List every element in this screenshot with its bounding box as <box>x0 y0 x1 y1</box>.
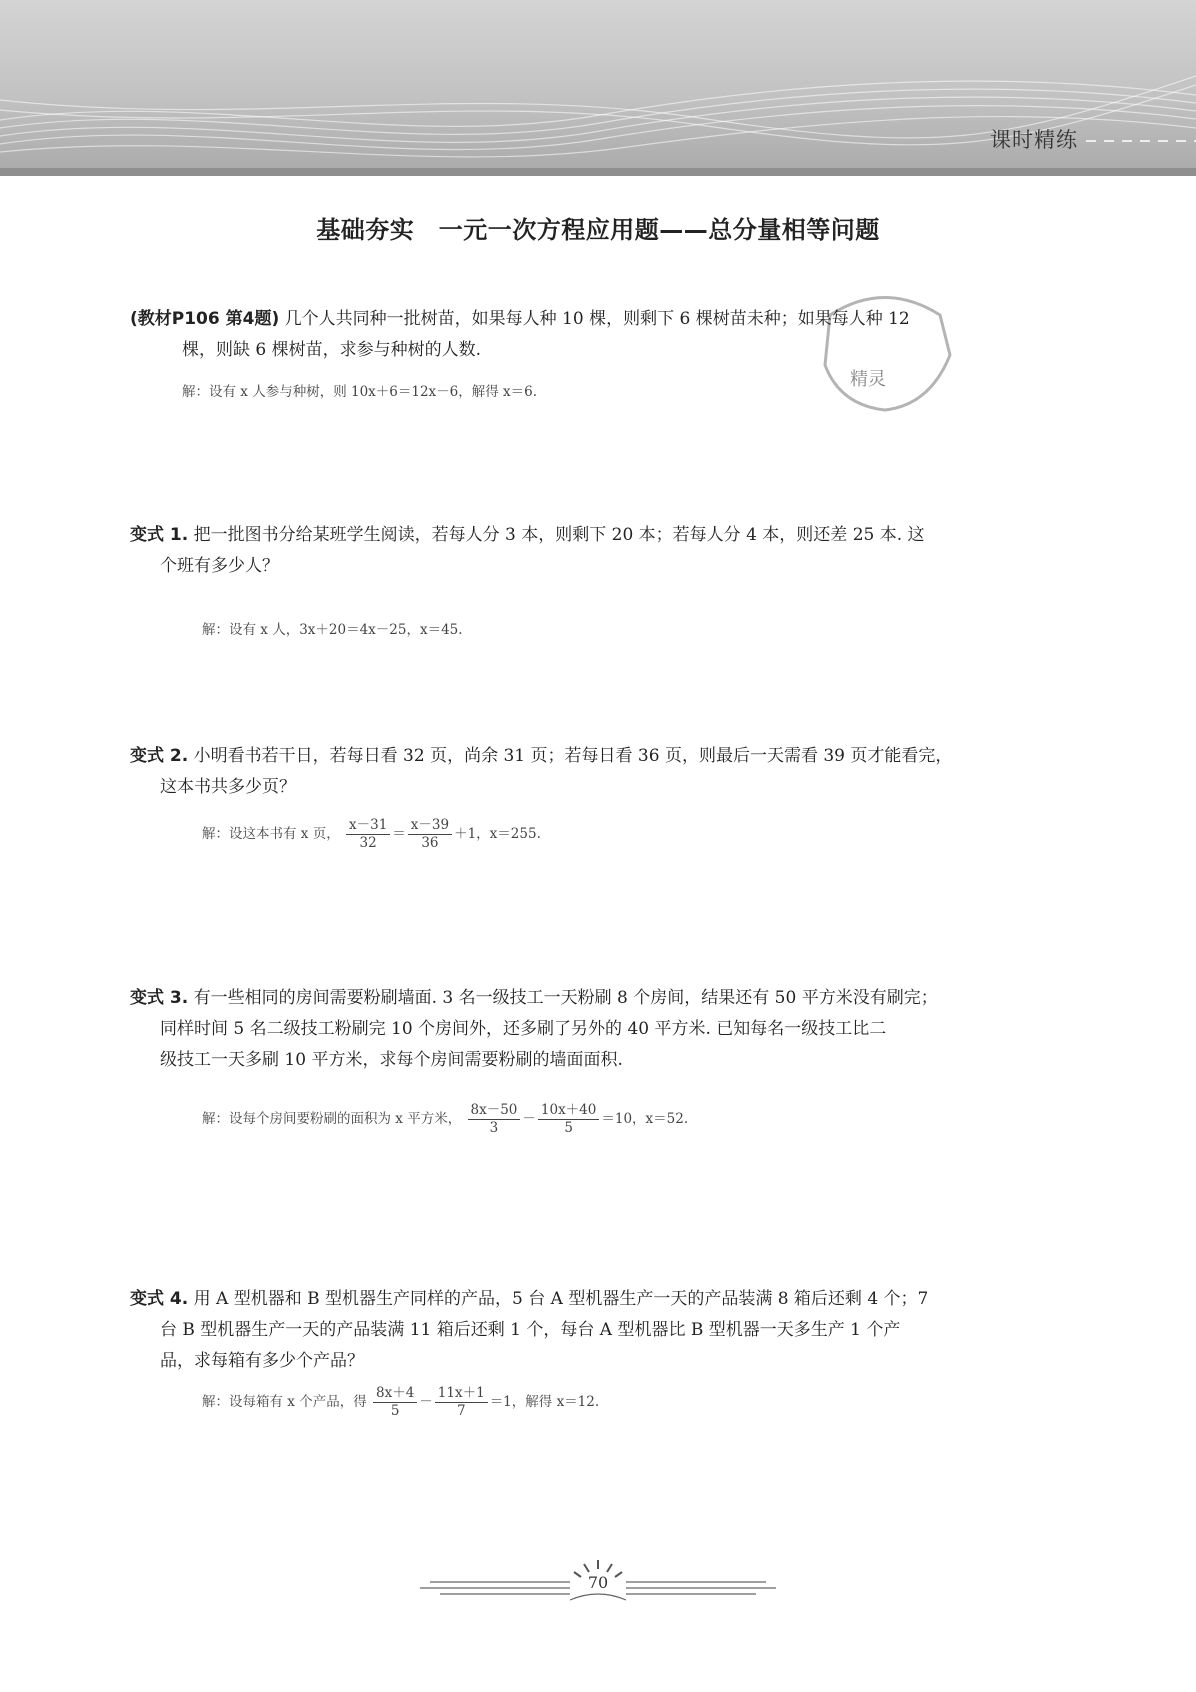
page-header-band <box>0 0 1196 176</box>
question-line-1: 把一批图书分给某班学生阅读，若每人分 3 本，则剩下 20 本；若每人分 4 本，则还差 25 本. 这 <box>193 525 925 545</box>
answer-prefix: 解：设每箱有 x 个产品，得 <box>202 1394 367 1410</box>
fraction-numerator: x－31 <box>346 817 390 835</box>
answer-text: 解：设这本书有 x 页， $\frac{x-31}{32}$ ＝ $\frac{x-39}{36}$ ＋1，x＝255. <box>202 817 541 851</box>
fraction-numerator: 11x＋1 <box>435 1385 488 1403</box>
problem-tag: 变式 4. <box>130 1289 189 1309</box>
question-line-2: 同样时间 5 名二级技工粉刷完 10 个房间外，还多刷了另外的 40 平方米. 已知每名一级技工比二 <box>160 1019 887 1039</box>
question-line-2: 这本书共多少页？ <box>160 777 296 797</box>
fraction-1 <box>346 817 390 852</box>
fraction-numerator: x－39 <box>408 817 452 835</box>
question-text <box>130 1284 1070 1377</box>
problem-variant-2 <box>130 741 1070 852</box>
answer-suffix: ＋1，x＝255. <box>454 826 541 842</box>
question-line-2: 棵，则缺 6 棵树苗，求参与种树的人数. <box>182 340 482 360</box>
problem-variant-3 <box>130 983 1070 1137</box>
question-line-1: 几个人共同种一批树苗，如果每人种 10 棵，则剩下 6 棵树苗未种；如果每人种 12 <box>284 309 910 329</box>
question-line-2: 个班有多少人？ <box>160 556 279 576</box>
problem-tag: 变式 1. <box>130 525 189 545</box>
answer-suffix: ＝1，解得 x＝12. <box>489 1394 600 1410</box>
svg-text:精灵: 精灵 <box>850 369 886 390</box>
problem-tag: (教材P106 第4题) <box>130 309 280 329</box>
question-line-1: 小明看书若干日，若每日看 32 页，尚余 31 页；若每日看 36 页，则最后一天需看 39 页才能看完， <box>193 746 953 766</box>
problem-tag: 变式 2. <box>130 746 189 766</box>
fraction-numerator: 8x＋4 <box>373 1385 417 1403</box>
question-line-3: 品，求每箱有多少个产品？ <box>160 1351 364 1371</box>
question-line-3: 级技工一天多刷 10 平方米，求每个房间需要粉刷的墙面面积. <box>160 1050 623 1070</box>
page-number: 70 <box>587 1573 609 1592</box>
question-text <box>130 983 1070 1076</box>
fraction-1 <box>468 1102 521 1137</box>
answer-suffix: ＝10，x＝52. <box>601 1111 689 1127</box>
fraction-2 <box>435 1385 488 1420</box>
fraction-1 <box>373 1385 417 1420</box>
fraction-numerator: 10x＋40 <box>538 1102 599 1120</box>
problem-variant-4 <box>130 1284 1070 1420</box>
question-text <box>130 741 1070 803</box>
fraction-2 <box>538 1102 599 1137</box>
question-text <box>130 304 1070 366</box>
question-line-2: 台 B 型机器生产一天的产品装满 11 箱后还剩 1 个，每台 A 型机器比 B 型机器一天多生产 1 个产 <box>160 1320 901 1340</box>
problem-variant-1 <box>130 520 1070 638</box>
header-dash-line <box>1086 140 1196 142</box>
fraction-denominator: 36 <box>421 835 439 851</box>
answer-text: 解：设有 x 人参与种树，则 10x＋6＝12x－6，解得 x＝6. <box>182 384 538 400</box>
answer-text: 解：设每个房间要粉刷的面积为 x 平方米， $\frac{8x-50}{3}$ － $\frac{10x+40}{5}$ ＝10，x＝52. <box>202 1102 689 1136</box>
answer-text: 解：设每箱有 x 个产品，得 $\frac{8x+4}{5}$ － $\frac{11x+1}{7}$ ＝1，解得 x＝12. <box>202 1385 600 1419</box>
fraction-denominator: 7 <box>456 1403 466 1419</box>
problem-tag: 变式 3. <box>130 988 189 1008</box>
question-line-1: 有一些相同的房间需要粉刷墙面. 3 名一级技工一天粉刷 8 个房间，结果还有 50 平方米没有刷完； <box>193 988 938 1008</box>
fraction-numerator: 8x－50 <box>468 1102 521 1120</box>
header-label: 课时精练 <box>990 128 1078 152</box>
answer-text: 解：设有 x 人，3x＋20＝4x－25，x＝45. <box>202 622 463 638</box>
question-text <box>130 520 1070 582</box>
fraction-denominator: 5 <box>390 1403 400 1419</box>
problem-textbook <box>130 304 1070 400</box>
page-title: 基础夯实 一元一次方程应用题——总分量相等问题 <box>316 216 880 244</box>
fraction-denominator: 3 <box>489 1120 499 1136</box>
fraction-denominator: 32 <box>359 835 377 851</box>
answer-prefix: 解：设每个房间要粉刷的面积为 x 平方米， <box>202 1111 462 1127</box>
question-line-1: 用 A 型机器和 B 型机器生产同样的产品，5 台 A 型机器生产一天的产品装满 8 箱后还剩 4 个；7 <box>193 1289 929 1309</box>
answer-prefix: 解：设这本书有 x 页， <box>202 826 340 842</box>
fraction-2 <box>408 817 452 852</box>
fraction-denominator: 5 <box>564 1120 573 1136</box>
